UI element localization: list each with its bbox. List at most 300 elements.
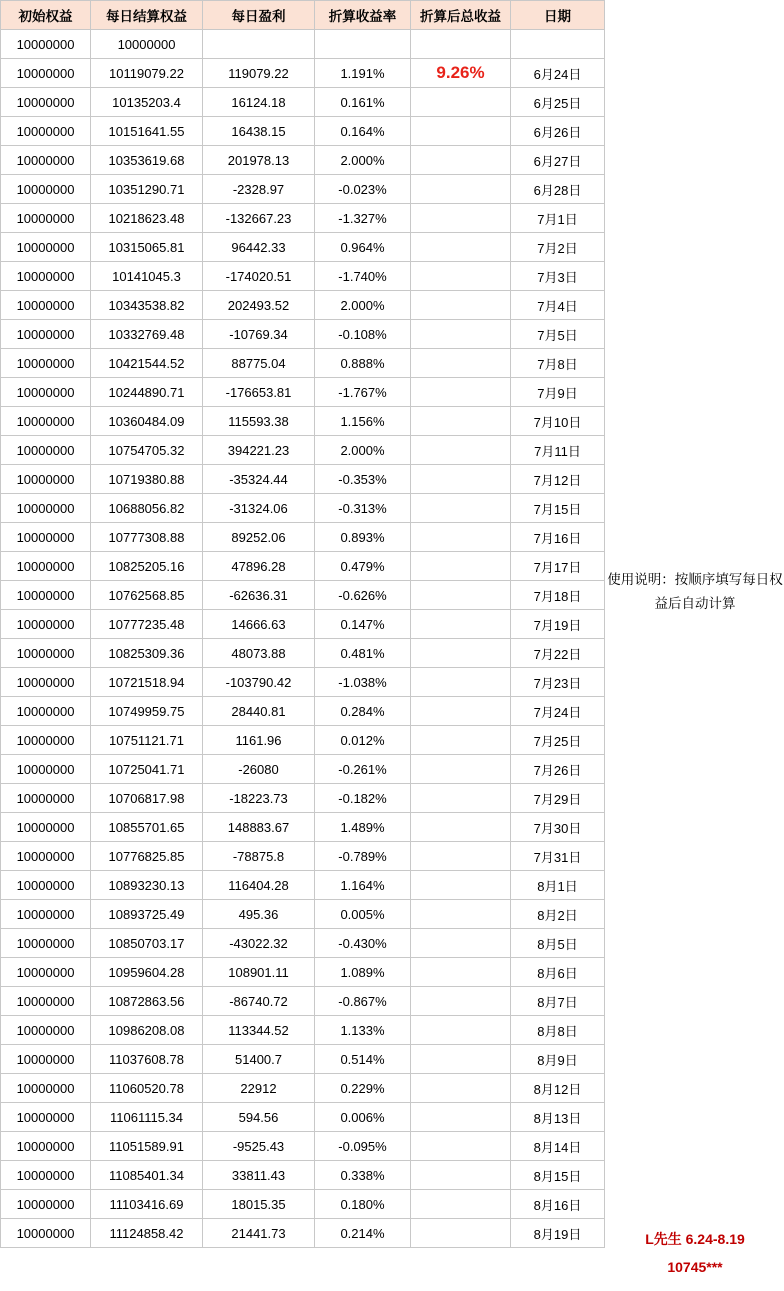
table-cell[interactable]: 11060520.78 xyxy=(91,1074,203,1103)
table-row xyxy=(1,929,605,958)
table-row xyxy=(1,494,605,523)
table-cell[interactable]: 10000000 xyxy=(1,1103,91,1132)
table-row xyxy=(1,59,605,88)
table-cell[interactable]: 8月12日 xyxy=(511,1074,605,1103)
table-cell[interactable]: 2.000% xyxy=(315,436,411,465)
table-cell[interactable]: 0.006% xyxy=(315,1103,411,1132)
table-cell[interactable]: 115593.38 xyxy=(203,407,315,436)
table-cell[interactable]: 0.214% xyxy=(315,1219,411,1248)
table-cell[interactable]: -35324.44 xyxy=(203,465,315,494)
table-cell[interactable] xyxy=(411,987,511,1016)
table-cell[interactable]: 7月17日 xyxy=(511,552,605,581)
table-cell[interactable]: 11124858.42 xyxy=(91,1219,203,1248)
table-cell[interactable]: -0.313% xyxy=(315,494,411,523)
table-cell[interactable]: 10762568.85 xyxy=(91,581,203,610)
table-cell[interactable]: 7月26日 xyxy=(511,755,605,784)
table-cell[interactable]: 10000000 xyxy=(1,581,91,610)
column-header-date: 日期 xyxy=(511,1,605,30)
table-cell[interactable]: 10000000 xyxy=(1,784,91,813)
table-cell[interactable]: 8月14日 xyxy=(511,1132,605,1161)
table-cell[interactable]: 8月19日 xyxy=(511,1219,605,1248)
table-cell[interactable]: 10421544.52 xyxy=(91,349,203,378)
table-cell[interactable]: 7月11日 xyxy=(511,436,605,465)
table-cell[interactable]: 119079.22 xyxy=(203,59,315,88)
table-cell[interactable]: 10000000 xyxy=(1,726,91,755)
table-cell[interactable]: 10000000 xyxy=(1,697,91,726)
table-cell[interactable]: 7月18日 xyxy=(511,581,605,610)
table-cell[interactable]: 1.089% xyxy=(315,958,411,987)
table-cell[interactable]: 10959604.28 xyxy=(91,958,203,987)
table-cell[interactable]: 10721518.94 xyxy=(91,668,203,697)
table-row xyxy=(1,1103,605,1132)
table-cell[interactable]: 7月25日 xyxy=(511,726,605,755)
table-cell[interactable]: 6月24日 xyxy=(511,59,605,88)
table-cell[interactable]: 88775.04 xyxy=(203,349,315,378)
table-cell[interactable] xyxy=(411,117,511,146)
table-cell[interactable]: 96442.33 xyxy=(203,233,315,262)
table-cell[interactable]: 0.012% xyxy=(315,726,411,755)
table-cell[interactable]: 394221.23 xyxy=(203,436,315,465)
table-cell[interactable]: -0.789% xyxy=(315,842,411,871)
table-cell[interactable]: 10688056.82 xyxy=(91,494,203,523)
table-cell[interactable]: 18015.35 xyxy=(203,1190,315,1219)
table-cell[interactable]: 10000000 xyxy=(1,233,91,262)
table-cell[interactable] xyxy=(411,900,511,929)
table-cell[interactable]: 10000000 xyxy=(1,146,91,175)
table-cell[interactable]: 10000000 xyxy=(1,639,91,668)
table-cell[interactable]: 0.481% xyxy=(315,639,411,668)
table-cell[interactable] xyxy=(411,233,511,262)
table-cell[interactable]: -26080 xyxy=(203,755,315,784)
table-cell[interactable] xyxy=(411,436,511,465)
table-cell[interactable]: 495.36 xyxy=(203,900,315,929)
table-cell[interactable] xyxy=(411,1045,511,1074)
table-cell[interactable]: -31324.06 xyxy=(203,494,315,523)
table-cell[interactable]: 594.56 xyxy=(203,1103,315,1132)
table-cell[interactable]: 7月24日 xyxy=(511,697,605,726)
table-cell[interactable]: 6月27日 xyxy=(511,146,605,175)
table-cell[interactable]: 1.489% xyxy=(315,813,411,842)
table-cell[interactable]: 10351290.71 xyxy=(91,175,203,204)
table-cell[interactable]: 7月8日 xyxy=(511,349,605,378)
table-row xyxy=(1,1219,605,1248)
table-cell[interactable]: 10777308.88 xyxy=(91,523,203,552)
table-cell[interactable]: -0.095% xyxy=(315,1132,411,1161)
table-cell[interactable]: 2.000% xyxy=(315,146,411,175)
table-cell[interactable]: -0.867% xyxy=(315,987,411,1016)
table-cell[interactable] xyxy=(411,581,511,610)
table-cell[interactable]: -0.182% xyxy=(315,784,411,813)
table-cell[interactable]: 0.164% xyxy=(315,117,411,146)
table-row xyxy=(1,30,605,59)
table-cell[interactable]: 10893230.13 xyxy=(91,871,203,900)
table-cell[interactable]: -9525.43 xyxy=(203,1132,315,1161)
table-row xyxy=(1,610,605,639)
table-cell[interactable] xyxy=(411,262,511,291)
table-cell[interactable]: 2.000% xyxy=(315,291,411,320)
table-cell[interactable] xyxy=(411,1219,511,1248)
table-cell[interactable]: 10000000 xyxy=(1,1161,91,1190)
table-row xyxy=(1,1190,605,1219)
table-cell[interactable]: 10000000 xyxy=(1,291,91,320)
table-cell[interactable] xyxy=(411,523,511,552)
table-cell[interactable]: 10244890.71 xyxy=(91,378,203,407)
table-cell[interactable]: 10000000 xyxy=(91,30,203,59)
table-cell[interactable] xyxy=(411,1190,511,1219)
table-cell[interactable]: 10000000 xyxy=(1,465,91,494)
table-cell[interactable]: -0.626% xyxy=(315,581,411,610)
usage-note: 使用说明：按顺序填写每日权益后自动计算 xyxy=(607,572,783,611)
table-cell[interactable]: 1.191% xyxy=(315,59,411,88)
table-row xyxy=(1,523,605,552)
table-cell[interactable]: 8月6日 xyxy=(511,958,605,987)
table-cell[interactable] xyxy=(203,30,315,59)
table-cell[interactable]: 116404.28 xyxy=(203,871,315,900)
table-cell[interactable]: 1.133% xyxy=(315,1016,411,1045)
table-row xyxy=(1,320,605,349)
table-cell[interactable]: 7月19日 xyxy=(511,610,605,639)
table-cell[interactable]: 10000000 xyxy=(1,523,91,552)
table-row xyxy=(1,1045,605,1074)
table-cell[interactable]: 10000000 xyxy=(1,117,91,146)
table-cell[interactable]: 8月1日 xyxy=(511,871,605,900)
table-header xyxy=(1,1,605,30)
table-row xyxy=(1,668,605,697)
table-cell[interactable]: -0.353% xyxy=(315,465,411,494)
table-cell[interactable]: 7月30日 xyxy=(511,813,605,842)
table-cell[interactable]: 0.479% xyxy=(315,552,411,581)
table-cell[interactable] xyxy=(411,349,511,378)
table-cell[interactable] xyxy=(411,1103,511,1132)
table-row xyxy=(1,1132,605,1161)
table-cell[interactable]: -176653.81 xyxy=(203,378,315,407)
table-cell[interactable]: 10000000 xyxy=(1,88,91,117)
table-cell[interactable]: 10141045.3 xyxy=(91,262,203,291)
table-cell[interactable]: 10825205.16 xyxy=(91,552,203,581)
table-cell[interactable]: 11051589.91 xyxy=(91,1132,203,1161)
table-cell[interactable]: 11085401.34 xyxy=(91,1161,203,1190)
table-cell[interactable]: 10000000 xyxy=(1,1190,91,1219)
table-cell[interactable] xyxy=(411,871,511,900)
table-cell[interactable]: 47896.28 xyxy=(203,552,315,581)
table-cell[interactable]: 10000000 xyxy=(1,204,91,233)
table-cell[interactable]: 1.164% xyxy=(315,871,411,900)
column-header-return-rate: 折算收益率 xyxy=(315,1,411,30)
table-cell[interactable]: 10000000 xyxy=(1,610,91,639)
table-cell[interactable]: -174020.51 xyxy=(203,262,315,291)
table-cell[interactable]: -43022.32 xyxy=(203,929,315,958)
table-row xyxy=(1,88,605,117)
table-header-row xyxy=(1,1,605,30)
table-cell[interactable]: 10776825.85 xyxy=(91,842,203,871)
table-cell[interactable]: 7月23日 xyxy=(511,668,605,697)
table-cell[interactable]: 7月10日 xyxy=(511,407,605,436)
table-row xyxy=(1,465,605,494)
table-cell[interactable]: 10000000 xyxy=(1,813,91,842)
table-row xyxy=(1,262,605,291)
table-cell[interactable] xyxy=(411,958,511,987)
column-header-initial-equity: 初始权益 xyxy=(1,1,91,30)
table-cell[interactable]: 7月15日 xyxy=(511,494,605,523)
column-header-total-return: 折算后总收益 xyxy=(411,1,511,30)
table-cell[interactable]: 8月15日 xyxy=(511,1161,605,1190)
table-cell[interactable]: 10825309.36 xyxy=(91,639,203,668)
table-cell[interactable]: 10151641.55 xyxy=(91,117,203,146)
table-cell[interactable]: -1.740% xyxy=(315,262,411,291)
side-panel xyxy=(606,0,784,1291)
table-cell[interactable]: 10749959.75 xyxy=(91,697,203,726)
table-cell[interactable]: 33811.43 xyxy=(203,1161,315,1190)
table-cell[interactable]: 10000000 xyxy=(1,842,91,871)
table-row xyxy=(1,146,605,175)
table-cell[interactable]: 8月2日 xyxy=(511,900,605,929)
table-cell[interactable] xyxy=(511,30,605,59)
table-cell[interactable]: 10000000 xyxy=(1,378,91,407)
table-cell[interactable]: -62636.31 xyxy=(203,581,315,610)
table-cell[interactable]: 7月5日 xyxy=(511,320,605,349)
table-cell[interactable] xyxy=(411,465,511,494)
table-cell[interactable]: 7月4日 xyxy=(511,291,605,320)
table-cell[interactable]: 10315065.81 xyxy=(91,233,203,262)
table-cell[interactable]: -86740.72 xyxy=(203,987,315,1016)
table-cell[interactable]: 10218623.48 xyxy=(91,204,203,233)
table-cell[interactable]: 21441.73 xyxy=(203,1219,315,1248)
table-cell[interactable] xyxy=(411,726,511,755)
table-cell[interactable]: 10000000 xyxy=(1,1016,91,1045)
table-cell[interactable]: -0.023% xyxy=(315,175,411,204)
table-cell[interactable]: 10000000 xyxy=(1,1074,91,1103)
table-cell[interactable]: 7月29日 xyxy=(511,784,605,813)
table-cell[interactable]: -103790.42 xyxy=(203,668,315,697)
table-row xyxy=(1,1016,605,1045)
table-cell[interactable]: 8月13日 xyxy=(511,1103,605,1132)
table-cell[interactable] xyxy=(411,320,511,349)
table-cell[interactable]: 10986208.08 xyxy=(91,1016,203,1045)
table-cell[interactable]: 10000000 xyxy=(1,900,91,929)
table-cell[interactable]: -10769.34 xyxy=(203,320,315,349)
table-cell[interactable]: -132667.23 xyxy=(203,204,315,233)
table-cell[interactable]: 108901.11 xyxy=(203,958,315,987)
table-cell[interactable]: 0.964% xyxy=(315,233,411,262)
table-cell[interactable] xyxy=(411,494,511,523)
table-cell[interactable]: -0.108% xyxy=(315,320,411,349)
table-cell[interactable]: 0.180% xyxy=(315,1190,411,1219)
table-cell[interactable]: 10000000 xyxy=(1,871,91,900)
table-cell[interactable]: 10000000 xyxy=(1,987,91,1016)
table-cell[interactable]: 28440.81 xyxy=(203,697,315,726)
table-cell[interactable]: 1161.96 xyxy=(203,726,315,755)
table-cell[interactable] xyxy=(411,175,511,204)
table-cell[interactable] xyxy=(411,407,511,436)
table-cell[interactable]: 7月3日 xyxy=(511,262,605,291)
table-cell[interactable]: 10000000 xyxy=(1,958,91,987)
table-cell[interactable]: 8月7日 xyxy=(511,987,605,1016)
table-cell[interactable]: 10000000 xyxy=(1,436,91,465)
table-cell[interactable]: 10000000 xyxy=(1,929,91,958)
table-cell[interactable]: 0.893% xyxy=(315,523,411,552)
table-cell[interactable]: 148883.67 xyxy=(203,813,315,842)
table-cell[interactable]: 7月1日 xyxy=(511,204,605,233)
table-cell[interactable]: 7月22日 xyxy=(511,639,605,668)
table-cell[interactable]: 10000000 xyxy=(1,262,91,291)
table-cell[interactable]: -1.327% xyxy=(315,204,411,233)
table-cell[interactable]: 10135203.4 xyxy=(91,88,203,117)
table-cell[interactable]: 10353619.68 xyxy=(91,146,203,175)
table-cell[interactable]: 6月28日 xyxy=(511,175,605,204)
table-cell[interactable]: -2328.97 xyxy=(203,175,315,204)
table-cell[interactable] xyxy=(411,813,511,842)
table-cell[interactable]: 89252.06 xyxy=(203,523,315,552)
table-cell[interactable] xyxy=(411,204,511,233)
table-cell[interactable] xyxy=(411,30,511,59)
table-cell[interactable]: 6月26日 xyxy=(511,117,605,146)
table-cell[interactable]: 10000000 xyxy=(1,1132,91,1161)
table-row xyxy=(1,871,605,900)
table-cell[interactable]: -18223.73 xyxy=(203,784,315,813)
table-row xyxy=(1,842,605,871)
table-cell[interactable]: 113344.52 xyxy=(203,1016,315,1045)
total-return-value[interactable]: 9.26% xyxy=(411,59,511,88)
table-cell[interactable]: 0.514% xyxy=(315,1045,411,1074)
table-cell[interactable]: 0.161% xyxy=(315,88,411,117)
table-cell[interactable]: 10000000 xyxy=(1,320,91,349)
table-cell[interactable]: 0.147% xyxy=(315,610,411,639)
table-cell[interactable]: 10119079.22 xyxy=(91,59,203,88)
table-row xyxy=(1,1161,605,1190)
table-row xyxy=(1,987,605,1016)
table-cell[interactable]: 10719380.88 xyxy=(91,465,203,494)
table-cell[interactable]: 22912 xyxy=(203,1074,315,1103)
table-row xyxy=(1,204,605,233)
table-cell[interactable]: 7月9日 xyxy=(511,378,605,407)
table-cell[interactable] xyxy=(411,378,511,407)
table-cell[interactable]: 7月31日 xyxy=(511,842,605,871)
table-cell[interactable]: 10000000 xyxy=(1,30,91,59)
table-cell[interactable]: 10000000 xyxy=(1,175,91,204)
table-cell[interactable]: 10000000 xyxy=(1,1219,91,1248)
table-row xyxy=(1,958,605,987)
table-cell[interactable] xyxy=(411,610,511,639)
table-cell[interactable] xyxy=(411,697,511,726)
table-cell[interactable]: 10754705.32 xyxy=(91,436,203,465)
table-cell[interactable]: 7月16日 xyxy=(511,523,605,552)
table-cell[interactable]: -1.767% xyxy=(315,378,411,407)
table-cell[interactable]: 8月5日 xyxy=(511,929,605,958)
table-cell[interactable]: -78875.8 xyxy=(203,842,315,871)
table-cell[interactable]: 10893725.49 xyxy=(91,900,203,929)
table-cell[interactable]: 10000000 xyxy=(1,349,91,378)
table-row xyxy=(1,175,605,204)
table-cell[interactable] xyxy=(411,88,511,117)
table-cell[interactable]: 10332769.48 xyxy=(91,320,203,349)
table-cell[interactable]: 48073.88 xyxy=(203,639,315,668)
table-row xyxy=(1,813,605,842)
table-cell[interactable]: -1.038% xyxy=(315,668,411,697)
table-cell[interactable]: 11061115.34 xyxy=(91,1103,203,1132)
table-cell[interactable] xyxy=(411,929,511,958)
table-cell[interactable]: 8月16日 xyxy=(511,1190,605,1219)
table-cell[interactable]: 10706817.98 xyxy=(91,784,203,813)
table-cell[interactable]: 10000000 xyxy=(1,755,91,784)
table-cell[interactable] xyxy=(411,755,511,784)
table-cell[interactable]: 8月8日 xyxy=(511,1016,605,1045)
table-cell[interactable]: 8月9日 xyxy=(511,1045,605,1074)
table-cell[interactable] xyxy=(411,1161,511,1190)
table-cell[interactable]: 10751121.71 xyxy=(91,726,203,755)
table-row xyxy=(1,552,605,581)
table-cell[interactable]: 10000000 xyxy=(1,407,91,436)
table-cell[interactable]: 14666.63 xyxy=(203,610,315,639)
table-cell[interactable]: 10872863.56 xyxy=(91,987,203,1016)
table-cell[interactable]: 10725041.71 xyxy=(91,755,203,784)
table-cell[interactable]: 201978.13 xyxy=(203,146,315,175)
table-row xyxy=(1,436,605,465)
table-cell[interactable]: 1.156% xyxy=(315,407,411,436)
table-cell[interactable]: 10360484.09 xyxy=(91,407,203,436)
table-cell[interactable]: 6月25日 xyxy=(511,88,605,117)
table-cell[interactable]: 0.338% xyxy=(315,1161,411,1190)
table-cell[interactable]: 10000000 xyxy=(1,668,91,697)
table-cell[interactable] xyxy=(411,668,511,697)
table-cell[interactable] xyxy=(411,842,511,871)
table-cell[interactable]: 0.888% xyxy=(315,349,411,378)
table-cell[interactable] xyxy=(411,784,511,813)
table-cell[interactable]: 7月2日 xyxy=(511,233,605,262)
table-row xyxy=(1,349,605,378)
table-cell[interactable]: 10343538.82 xyxy=(91,291,203,320)
table-cell[interactable]: 10855701.65 xyxy=(91,813,203,842)
table-body xyxy=(1,30,605,1248)
table-cell[interactable]: 10000000 xyxy=(1,1045,91,1074)
table-cell[interactable]: 10000000 xyxy=(1,494,91,523)
table-row xyxy=(1,639,605,668)
table-row xyxy=(1,407,605,436)
table-cell[interactable] xyxy=(411,639,511,668)
table-cell[interactable]: 202493.52 xyxy=(203,291,315,320)
table-cell[interactable] xyxy=(411,1074,511,1103)
table-cell[interactable]: 7月12日 xyxy=(511,465,605,494)
table-cell[interactable]: 0.229% xyxy=(315,1074,411,1103)
table-row xyxy=(1,697,605,726)
table-cell[interactable]: 16438.15 xyxy=(203,117,315,146)
table-cell[interactable]: 10777235.48 xyxy=(91,610,203,639)
table-cell[interactable]: 16124.18 xyxy=(203,88,315,117)
table-cell[interactable] xyxy=(411,146,511,175)
table-cell[interactable]: 10850703.17 xyxy=(91,929,203,958)
table-cell[interactable] xyxy=(411,291,511,320)
table-row xyxy=(1,233,605,262)
table-cell[interactable]: -0.430% xyxy=(315,929,411,958)
table-row xyxy=(1,378,605,407)
table-cell[interactable]: 0.284% xyxy=(315,697,411,726)
column-header-daily-profit: 每日盈利 xyxy=(203,1,315,30)
table-cell[interactable]: -0.261% xyxy=(315,755,411,784)
table-cell[interactable]: 0.005% xyxy=(315,900,411,929)
table-cell[interactable] xyxy=(411,1016,511,1045)
table-cell[interactable] xyxy=(411,1132,511,1161)
table-cell[interactable]: 51400.7 xyxy=(203,1045,315,1074)
table-cell[interactable]: 10000000 xyxy=(1,552,91,581)
column-header-daily-equity: 每日结算权益 xyxy=(91,1,203,30)
table-cell[interactable]: 11103416.69 xyxy=(91,1190,203,1219)
table-cell[interactable]: 10000000 xyxy=(1,59,91,88)
table-row xyxy=(1,581,605,610)
table-row xyxy=(1,117,605,146)
table-cell[interactable]: 11037608.78 xyxy=(91,1045,203,1074)
table-row xyxy=(1,726,605,755)
table-cell[interactable] xyxy=(315,30,411,59)
table-cell[interactable] xyxy=(411,552,511,581)
